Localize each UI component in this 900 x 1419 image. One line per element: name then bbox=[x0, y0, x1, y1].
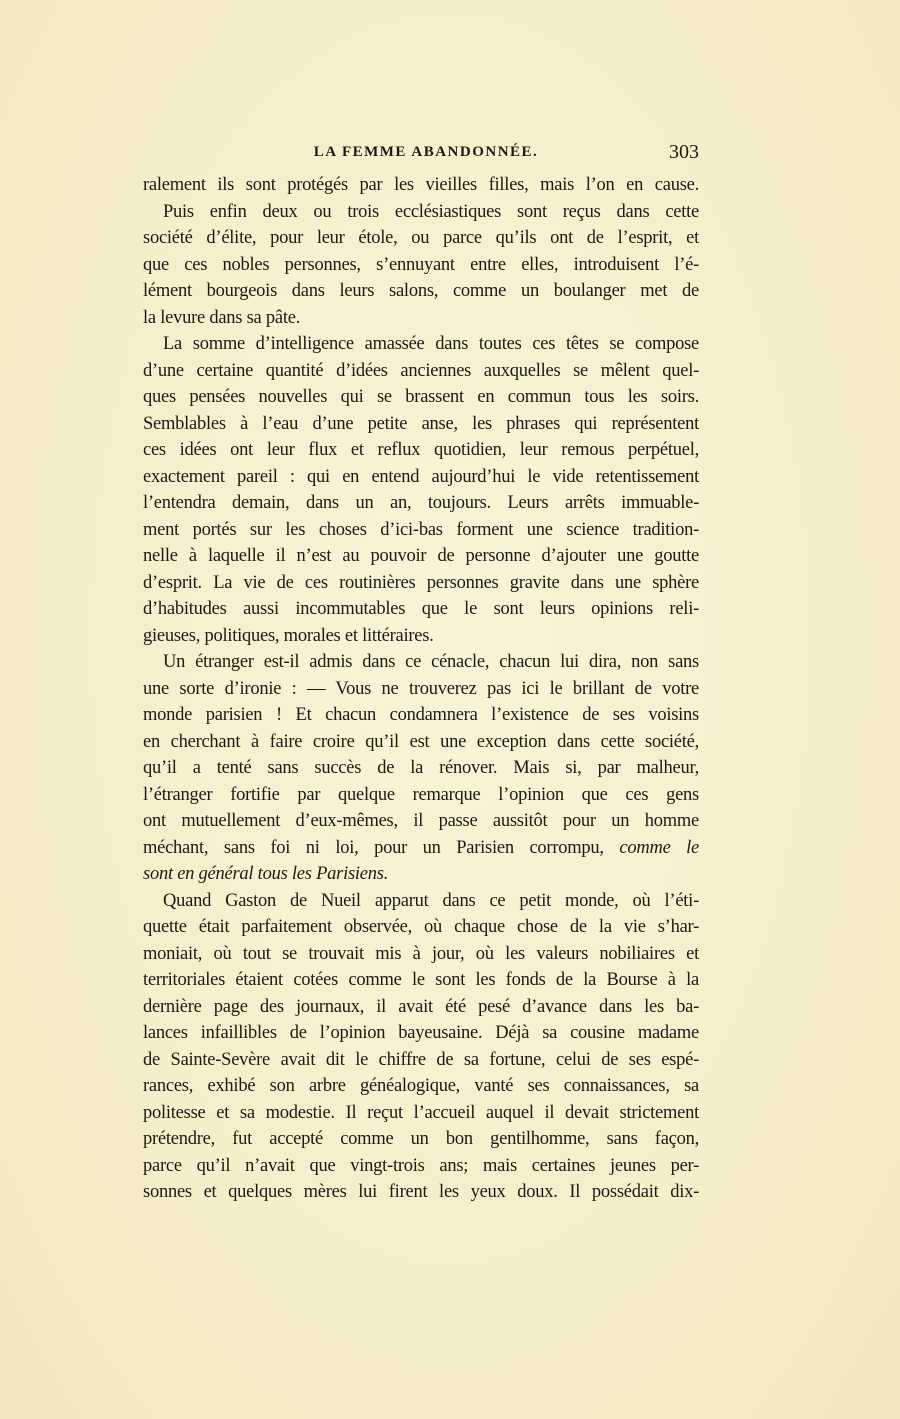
line-text: une sorte d’ironie : — Vous ne trouverez pas ici le brillant de votre bbox=[143, 678, 699, 699]
line-text: d’esprit. La vie de ces routinières personnes gravite dans une sphère bbox=[143, 572, 699, 593]
text-line bbox=[143, 225, 699, 252]
italic-text: sont en général tous les Parisiens. bbox=[143, 864, 389, 884]
line-text: La somme d’intelligence amassée dans toutes ces têtes se compose bbox=[163, 334, 699, 354]
line-text: en cherchant à faire croire qu’il est une exception dans cette société, bbox=[143, 731, 699, 752]
text-line bbox=[143, 278, 699, 305]
line-text: parce qu’il n’avait que vingt-trois ans; mais certaines jeunes per- bbox=[143, 1155, 699, 1176]
text-line bbox=[143, 411, 699, 438]
text-line bbox=[143, 702, 699, 729]
line-text: ont mutuellement d’eux-mêmes, il passe aussitôt pour un homme bbox=[143, 811, 699, 831]
text-line bbox=[143, 1153, 699, 1180]
line-text: ces idées ont leur flux et reflux quotidien, leur remous perpétuel, bbox=[143, 440, 699, 460]
text-line bbox=[143, 331, 699, 358]
text-line bbox=[143, 994, 699, 1021]
text-line bbox=[143, 914, 699, 941]
line-text: rances, exhibé son arbre généalogique, vanté ses connaissances, sa bbox=[143, 1076, 699, 1096]
text-line bbox=[143, 384, 699, 411]
text-line bbox=[143, 729, 699, 756]
text-line bbox=[143, 623, 699, 650]
line-text: exactement pareil : qui en entend aujourd’hui le vide retentissement bbox=[143, 466, 699, 487]
line-text: nelle à laquelle il n’est au pouvoir de personne d’ajouter une goutte bbox=[143, 546, 699, 566]
text-line bbox=[143, 596, 699, 623]
text-line bbox=[143, 464, 699, 491]
line-text: qu’il a tenté sans succès de la rénover. Mais si, par malheur, bbox=[143, 758, 699, 778]
line-text: moniait, où tout se trouvait mis à jour, où les valeurs nobiliaires et bbox=[143, 943, 699, 964]
text-line bbox=[143, 1073, 699, 1100]
text-line bbox=[143, 358, 699, 385]
line-text: l’étranger fortifie par quelque remarque l’opinion que ces gens bbox=[143, 784, 699, 805]
text-line bbox=[143, 490, 699, 517]
text-line bbox=[143, 437, 699, 464]
line-text: ques pensées nouvelles qui se brassent en commun tous les soirs. bbox=[143, 387, 699, 407]
line-text: l’entendra demain, dans un an, toujours. Leurs arrêts immuable- bbox=[143, 493, 699, 513]
line-text: dernière page des journaux, il avait été pesé d’avance dans les ba- bbox=[143, 996, 699, 1017]
line-text: monde parisien ! Et chacun condamnera l’existence de ses voisins bbox=[143, 705, 699, 725]
line-text: territoriales étaient cotées comme le sont les fonds de la Bourse à la bbox=[143, 970, 699, 990]
text-line bbox=[143, 941, 699, 968]
text-line bbox=[143, 305, 699, 332]
line-text: quette était parfaitement observée, où chaque chose de la vie s’har- bbox=[143, 917, 699, 937]
line-text: lément bourgeois dans leurs salons, comme un boulanger met de bbox=[143, 281, 699, 301]
line-text: politesse et sa modestie. Il reçut l’accueil auquel il devait strictement bbox=[143, 1102, 699, 1123]
text-line bbox=[143, 808, 699, 835]
line-text: ment portés sur les choses d’ici-bas forment une science tradition- bbox=[143, 519, 699, 540]
text-line bbox=[143, 252, 699, 279]
italic-text: comme le bbox=[619, 837, 700, 858]
line-text: ralement ils sont protégés par les vieilles filles, mais l’on en cause. bbox=[143, 175, 699, 195]
text-line bbox=[143, 1126, 699, 1153]
line-text: Un étranger est-il admis dans ce cénacle, chacun lui dira, non sans bbox=[163, 652, 699, 672]
line-text: Quand Gaston de Nueil apparut dans ce petit monde, où l’éti- bbox=[163, 890, 699, 911]
text-line bbox=[143, 861, 699, 888]
line-text: gieuses, politiques, morales et littéraires. bbox=[143, 625, 434, 646]
text-line bbox=[143, 172, 699, 199]
line-text: lances infaillibles de l’opinion bayeusaine. Déjà sa cousine madame bbox=[143, 1023, 699, 1043]
text-line bbox=[143, 755, 699, 782]
line-text: que ces nobles personnes, s’ennuyant entre elles, introduisent l’é- bbox=[143, 254, 699, 275]
running-title: LA FEMME ABANDONNÉE. bbox=[313, 144, 539, 160]
line-text: prétendre, fut accepté comme un bon gentilhomme, sans façon, bbox=[143, 1129, 699, 1149]
text-line bbox=[143, 517, 699, 544]
line-text: d’une certaine quantité d’idées anciennes auxquelles se mêlent quel- bbox=[143, 360, 699, 381]
line-text: sonnes et quelques mères lui firent les yeux doux. Il possédait dix- bbox=[143, 1182, 699, 1202]
text-line bbox=[143, 888, 699, 915]
text-line bbox=[143, 782, 699, 809]
text-line bbox=[143, 570, 699, 597]
text-line bbox=[143, 1020, 699, 1047]
text-line bbox=[143, 1100, 699, 1127]
page-header bbox=[143, 141, 699, 170]
line-text: d’habitudes aussi incommutables que le sont leurs opinions reli- bbox=[143, 599, 699, 619]
line-text: de Sainte-Sevère avait dit le chiffre de sa fortune, celui de ses espé- bbox=[143, 1049, 699, 1070]
line-text: méchant, sans foi ni loi, pour un Parisien corrompu, bbox=[143, 837, 604, 858]
text-line bbox=[143, 1047, 699, 1074]
text-line bbox=[143, 543, 699, 570]
body-text bbox=[143, 172, 699, 1206]
line-text: Semblables à l’eau d’une petite anse, les phrases qui représentent bbox=[143, 413, 699, 434]
page-number: 303 bbox=[669, 141, 699, 163]
line-text: société d’élite, pour leur étole, ou parce qu’ils ont de l’esprit, et bbox=[143, 228, 699, 248]
text-line bbox=[143, 835, 699, 862]
text-line bbox=[143, 676, 699, 703]
text-line bbox=[143, 1179, 699, 1206]
text-line bbox=[143, 967, 699, 994]
text-line bbox=[143, 649, 699, 676]
text-line bbox=[143, 199, 699, 226]
line-text: la levure dans sa pâte. bbox=[143, 307, 301, 328]
line-text: Puis enfin deux ou trois ecclésiastiques sont reçus dans cette bbox=[163, 201, 699, 222]
